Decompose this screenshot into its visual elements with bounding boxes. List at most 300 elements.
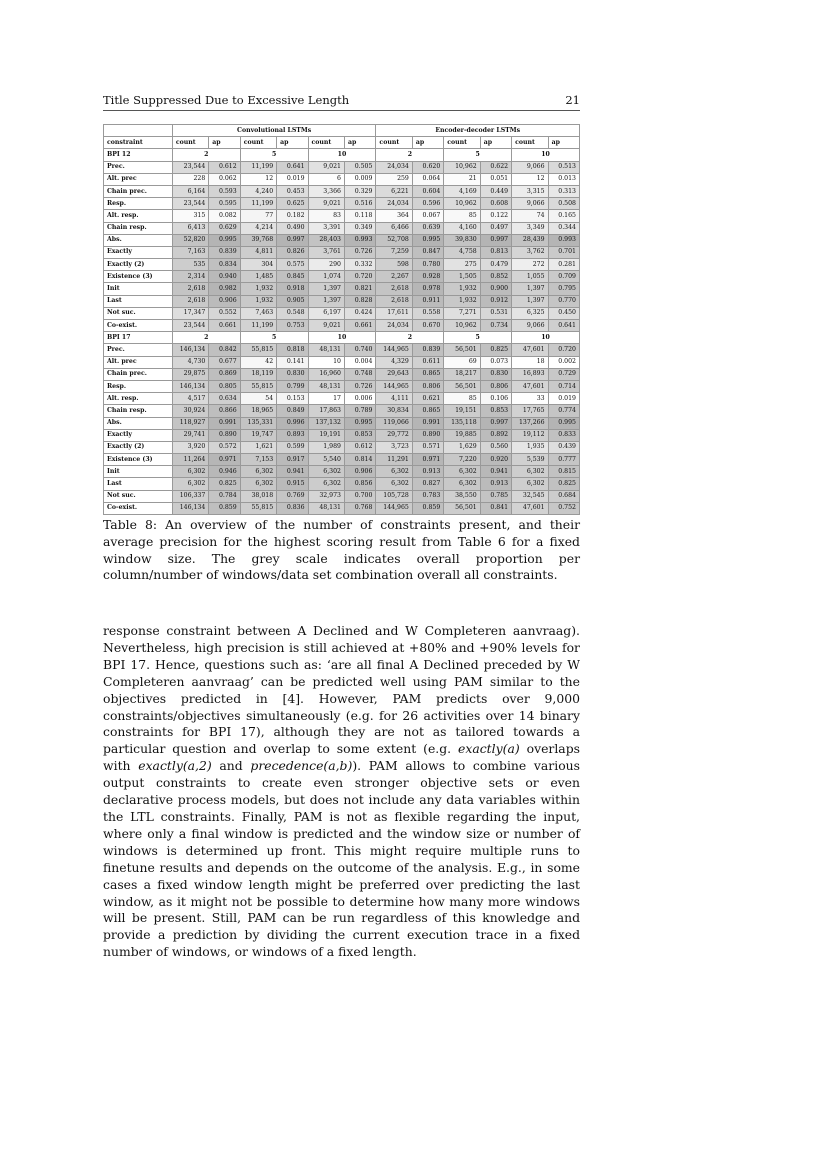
column-header-count: count	[376, 137, 412, 149]
count-cell: 6,302	[512, 466, 548, 478]
constraint-label: Chain prec.	[104, 368, 173, 380]
count-cell: 2,314	[172, 271, 208, 283]
ap-cell: 0.531	[480, 307, 511, 319]
ap-cell: 0.479	[480, 259, 511, 271]
ap-cell: 0.785	[480, 490, 511, 502]
table-row	[104, 368, 580, 380]
column-header-count: count	[512, 137, 548, 149]
ap-cell: 0.836	[277, 502, 308, 514]
ap-cell: 0.906	[344, 466, 375, 478]
count-cell: 56,501	[444, 380, 480, 392]
group-header-conv: Convolutional LSTMs	[172, 125, 376, 137]
count-cell: 24,034	[376, 161, 412, 173]
ap-cell: 0.734	[480, 320, 511, 332]
ap-cell: 0.839	[209, 246, 240, 258]
column-header-constraint: constraint	[104, 137, 173, 149]
ap-cell: 0.814	[344, 454, 375, 466]
count-cell: 105,728	[376, 490, 412, 502]
count-cell: 6,302	[512, 478, 548, 490]
count-cell: 4,160	[444, 222, 480, 234]
ap-cell: 0.641	[548, 320, 579, 332]
window-size-cell: 5	[444, 149, 512, 161]
constraint-label: Alt. resp.	[104, 393, 173, 405]
ap-cell: 0.813	[480, 246, 511, 258]
count-cell: 47,601	[512, 380, 548, 392]
ap-cell: 0.449	[480, 185, 511, 197]
ap-cell: 0.825	[209, 478, 240, 490]
section-name: BPI 12	[104, 149, 173, 161]
table-row	[104, 380, 580, 392]
ap-cell: 0.856	[344, 478, 375, 490]
ap-cell: 0.784	[209, 490, 240, 502]
table-row	[104, 161, 580, 173]
count-cell: 6,302	[240, 478, 276, 490]
count-cell: 1,932	[240, 283, 276, 295]
ap-cell: 0.852	[480, 271, 511, 283]
count-cell: 144,965	[376, 380, 412, 392]
count-cell: 52,708	[376, 234, 412, 246]
count-cell: 304	[240, 259, 276, 271]
table-row	[104, 259, 580, 271]
ap-cell: 0.917	[277, 454, 308, 466]
count-cell: 32,973	[308, 490, 344, 502]
count-cell: 4,730	[172, 356, 208, 368]
count-cell: 11,199	[240, 161, 276, 173]
count-cell: 16,960	[308, 368, 344, 380]
ap-cell: 0.918	[277, 283, 308, 295]
count-cell: 1,935	[512, 441, 548, 453]
table-row	[104, 490, 580, 502]
column-header-row	[104, 137, 580, 149]
constraint-label: Last	[104, 478, 173, 490]
ap-cell: 0.946	[209, 466, 240, 478]
count-cell: 12	[512, 173, 548, 185]
ap-cell: 0.596	[412, 198, 443, 210]
ap-cell: 0.720	[548, 344, 579, 356]
ap-cell: 0.853	[480, 405, 511, 417]
count-cell: 39,830	[444, 234, 480, 246]
count-cell: 17,611	[376, 307, 412, 319]
count-cell: 10,962	[444, 198, 480, 210]
count-cell: 3,762	[512, 246, 548, 258]
column-header-count: count	[444, 137, 480, 149]
table-row	[104, 307, 580, 319]
ap-cell: 0.661	[209, 320, 240, 332]
ap-cell: 0.004	[344, 356, 375, 368]
ap-cell: 0.661	[344, 320, 375, 332]
ap-cell: 0.912	[480, 295, 511, 307]
ap-cell: 0.913	[480, 478, 511, 490]
ap-cell: 0.726	[344, 246, 375, 258]
count-cell: 9,021	[308, 161, 344, 173]
count-cell: 119,066	[376, 417, 412, 429]
count-cell: 11,291	[376, 454, 412, 466]
count-cell: 1,932	[444, 295, 480, 307]
column-header-count: count	[240, 137, 276, 149]
ap-cell: 0.847	[412, 246, 443, 258]
table-row	[104, 246, 580, 258]
count-cell: 85	[444, 210, 480, 222]
ap-cell: 0.122	[480, 210, 511, 222]
constraint-label: Last	[104, 295, 173, 307]
ap-cell: 0.941	[480, 466, 511, 478]
ap-cell: 0.082	[209, 210, 240, 222]
ap-cell: 0.439	[548, 441, 579, 453]
ap-cell: 0.890	[412, 429, 443, 441]
ap-cell: 0.752	[548, 502, 579, 514]
ap-cell: 0.608	[480, 198, 511, 210]
ap-cell: 0.344	[548, 222, 579, 234]
ap-cell: 0.806	[412, 380, 443, 392]
count-cell: 135,331	[240, 417, 276, 429]
ap-cell: 0.051	[480, 173, 511, 185]
table-row	[104, 356, 580, 368]
constraint-label: Alt. resp.	[104, 210, 173, 222]
ap-cell: 0.795	[548, 283, 579, 295]
count-cell: 29,741	[172, 429, 208, 441]
ap-cell: 0.313	[548, 185, 579, 197]
constraint-label: Alt. prec	[104, 173, 173, 185]
ap-cell: 0.620	[412, 161, 443, 173]
ap-cell: 0.997	[480, 234, 511, 246]
count-cell: 56,501	[444, 344, 480, 356]
section-header-row	[104, 149, 580, 161]
math-exactly-a: exactly(a)	[458, 741, 520, 757]
count-cell: 290	[308, 259, 344, 271]
table-row	[104, 173, 580, 185]
ap-cell: 0.911	[412, 295, 443, 307]
constraint-label: Chain prec.	[104, 185, 173, 197]
count-cell: 1,074	[308, 271, 344, 283]
count-cell: 144,965	[376, 344, 412, 356]
count-cell: 6,302	[240, 466, 276, 478]
constraint-label: Not suc.	[104, 490, 173, 502]
count-cell: 42	[240, 356, 276, 368]
constraint-label: Co-exist.	[104, 320, 173, 332]
count-cell: 24,034	[376, 320, 412, 332]
math-exactly-a-2: exactly(a,2)	[138, 758, 212, 774]
ap-cell: 0.701	[548, 246, 579, 258]
window-size-cell: 10	[512, 332, 580, 344]
constraint-label: Existence (3)	[104, 454, 173, 466]
count-cell: 1,621	[240, 441, 276, 453]
count-cell: 38,018	[240, 490, 276, 502]
ap-cell: 0.153	[277, 393, 308, 405]
ap-cell: 0.825	[548, 478, 579, 490]
ap-cell: 0.993	[344, 234, 375, 246]
table-row	[104, 454, 580, 466]
ap-cell: 0.064	[412, 173, 443, 185]
ap-cell: 0.995	[209, 234, 240, 246]
count-cell: 9,066	[512, 161, 548, 173]
count-cell: 7,153	[240, 454, 276, 466]
ap-cell: 0.548	[277, 307, 308, 319]
ap-cell: 0.995	[548, 417, 579, 429]
window-size-cell: 10	[308, 332, 376, 344]
window-size-cell: 5	[444, 332, 512, 344]
count-cell: 38,550	[444, 490, 480, 502]
ap-cell: 0.748	[344, 368, 375, 380]
count-cell: 56,501	[444, 502, 480, 514]
window-size-cell: 2	[172, 149, 240, 161]
table-row	[104, 198, 580, 210]
count-cell: 2,618	[376, 283, 412, 295]
count-cell: 146,134	[172, 502, 208, 514]
window-size-cell: 5	[240, 332, 308, 344]
count-cell: 3,349	[512, 222, 548, 234]
ap-cell: 0.141	[277, 356, 308, 368]
count-cell: 9,021	[308, 320, 344, 332]
running-title: Title Suppressed Due to Excessive Length	[103, 93, 350, 107]
count-cell: 118,927	[172, 417, 208, 429]
ap-cell: 0.629	[209, 222, 240, 234]
count-cell: 6,302	[172, 466, 208, 478]
window-size-cell: 10	[308, 149, 376, 161]
table-row	[104, 417, 580, 429]
window-size-cell: 2	[376, 149, 444, 161]
constraint-label: Exactly (2)	[104, 259, 173, 271]
count-cell: 1,989	[308, 441, 344, 453]
window-size-cell: 2	[172, 332, 240, 344]
count-cell: 7,271	[444, 307, 480, 319]
ap-cell: 0.805	[209, 380, 240, 392]
count-cell: 19,151	[444, 405, 480, 417]
ap-cell: 0.182	[277, 210, 308, 222]
count-cell: 3,315	[512, 185, 548, 197]
count-cell: 55,815	[240, 344, 276, 356]
count-cell: 55,815	[240, 502, 276, 514]
count-cell: 4,758	[444, 246, 480, 258]
count-cell: 1,505	[444, 271, 480, 283]
ap-cell: 0.825	[480, 344, 511, 356]
count-cell: 1,397	[512, 295, 548, 307]
count-cell: 272	[512, 259, 548, 271]
count-cell: 4,517	[172, 393, 208, 405]
section-name: BPI 17	[104, 332, 173, 344]
count-cell: 1,397	[512, 283, 548, 295]
ap-cell: 0.774	[548, 405, 579, 417]
ap-cell: 0.490	[277, 222, 308, 234]
ap-cell: 0.997	[277, 234, 308, 246]
count-cell: 19,191	[308, 429, 344, 441]
ap-cell: 0.799	[277, 380, 308, 392]
count-cell: 1,485	[240, 271, 276, 283]
ap-cell: 0.599	[277, 441, 308, 453]
count-cell: 52,820	[172, 234, 208, 246]
ap-cell: 0.714	[548, 380, 579, 392]
count-cell: 6,302	[308, 466, 344, 478]
ap-cell: 0.842	[209, 344, 240, 356]
constraint-label: Not suc.	[104, 307, 173, 319]
ap-cell: 0.575	[277, 259, 308, 271]
count-cell: 69	[444, 356, 480, 368]
column-header-ap: ap	[548, 137, 579, 149]
ap-cell: 0.349	[344, 222, 375, 234]
ap-cell: 0.677	[209, 356, 240, 368]
constraint-label: Resp.	[104, 198, 173, 210]
ap-cell: 0.906	[209, 295, 240, 307]
count-cell: 4,329	[376, 356, 412, 368]
table-row	[104, 478, 580, 490]
count-cell: 535	[172, 259, 208, 271]
count-cell: 6,325	[512, 307, 548, 319]
ap-cell: 0.622	[480, 161, 511, 173]
table-row	[104, 429, 580, 441]
count-cell: 3,920	[172, 441, 208, 453]
count-cell: 7,163	[172, 246, 208, 258]
body-paragraph	[103, 623, 580, 961]
count-cell: 3,366	[308, 185, 344, 197]
constraints-table	[103, 124, 580, 515]
count-cell: 7,259	[376, 246, 412, 258]
ap-cell: 0.067	[412, 210, 443, 222]
ap-cell: 0.913	[412, 466, 443, 478]
count-cell: 10	[308, 356, 344, 368]
count-cell: 17,863	[308, 405, 344, 417]
count-cell: 144,965	[376, 502, 412, 514]
count-cell: 5,539	[512, 454, 548, 466]
count-cell: 2,618	[172, 295, 208, 307]
count-cell: 6,302	[376, 478, 412, 490]
ap-cell: 0.859	[412, 502, 443, 514]
ap-cell: 0.859	[209, 502, 240, 514]
table-row	[104, 441, 580, 453]
count-cell: 11,264	[172, 454, 208, 466]
ap-cell: 0.841	[480, 502, 511, 514]
count-cell: 6,466	[376, 222, 412, 234]
count-cell: 6,221	[376, 185, 412, 197]
count-cell: 18,965	[240, 405, 276, 417]
ap-cell: 0.853	[344, 429, 375, 441]
count-cell: 146,134	[172, 344, 208, 356]
constraint-label: Alt. prec	[104, 356, 173, 368]
ap-cell: 0.165	[548, 210, 579, 222]
count-cell: 1,397	[308, 295, 344, 307]
ap-cell: 0.806	[480, 380, 511, 392]
constraint-label: Chain resp.	[104, 405, 173, 417]
constraint-label: Co-exist.	[104, 502, 173, 514]
ap-cell: 0.834	[209, 259, 240, 271]
count-cell: 1,397	[308, 283, 344, 295]
ap-cell: 0.118	[344, 210, 375, 222]
count-cell: 7,220	[444, 454, 480, 466]
ap-cell: 0.833	[548, 429, 579, 441]
window-size-cell: 10	[512, 149, 580, 161]
count-cell: 12	[240, 173, 276, 185]
count-cell: 2,618	[376, 295, 412, 307]
count-cell: 29,643	[376, 368, 412, 380]
ap-cell: 0.818	[277, 344, 308, 356]
ap-cell: 0.777	[548, 454, 579, 466]
ap-cell: 0.866	[209, 405, 240, 417]
table-row	[104, 344, 580, 356]
ap-cell: 0.641	[277, 161, 308, 173]
count-cell: 19,885	[444, 429, 480, 441]
count-cell: 9,021	[308, 198, 344, 210]
ap-cell: 0.560	[480, 441, 511, 453]
ap-cell: 0.845	[277, 271, 308, 283]
ap-cell: 0.821	[344, 283, 375, 295]
ap-cell: 0.611	[412, 356, 443, 368]
page-number: 21	[565, 93, 580, 107]
ap-cell: 0.572	[209, 441, 240, 453]
count-cell: 6,413	[172, 222, 208, 234]
count-cell: 1,055	[512, 271, 548, 283]
ap-cell: 0.830	[480, 368, 511, 380]
count-cell: 6	[308, 173, 344, 185]
count-cell: 6,302	[172, 478, 208, 490]
count-cell: 2,267	[376, 271, 412, 283]
ap-cell: 0.634	[209, 393, 240, 405]
count-cell: 137,266	[512, 417, 548, 429]
ap-cell: 0.639	[412, 222, 443, 234]
ap-cell: 0.928	[412, 271, 443, 283]
constraint-label: Existence (3)	[104, 271, 173, 283]
table-row	[104, 393, 580, 405]
table-row	[104, 234, 580, 246]
constraint-label: Prec.	[104, 161, 173, 173]
constraint-label: Abs.	[104, 234, 173, 246]
column-header-ap: ap	[277, 137, 308, 149]
ap-cell: 0.709	[548, 271, 579, 283]
count-cell: 47,601	[512, 344, 548, 356]
corner-cell	[104, 125, 173, 137]
ap-cell: 0.062	[209, 173, 240, 185]
ap-cell: 0.729	[548, 368, 579, 380]
ap-cell: 0.009	[344, 173, 375, 185]
count-cell: 6,302	[308, 478, 344, 490]
table-row	[104, 405, 580, 417]
table-row	[104, 295, 580, 307]
constraint-label: Abs.	[104, 417, 173, 429]
ap-cell: 0.828	[344, 295, 375, 307]
ap-cell: 0.997	[480, 417, 511, 429]
ap-cell: 0.720	[344, 271, 375, 283]
count-cell: 275	[444, 259, 480, 271]
ap-cell: 0.106	[480, 393, 511, 405]
ap-cell: 0.593	[209, 185, 240, 197]
ap-cell: 0.893	[277, 429, 308, 441]
table-row	[104, 502, 580, 514]
ap-cell: 0.726	[344, 380, 375, 392]
ap-cell: 0.995	[412, 234, 443, 246]
ap-cell: 0.982	[209, 283, 240, 295]
window-size-cell: 2	[376, 332, 444, 344]
count-cell: 48,131	[308, 380, 344, 392]
ap-cell: 0.281	[548, 259, 579, 271]
body-text-part-1: response constraint between A Declined and W Completeren aanvraag). Nevertheless, high precision is still achieved at +80% and +90% levels for BPI 17. Hence, questions such as: ‘are all final A Declined preceded by W Completeren aanvraag’ can be predicted well using PAM similar to the objectives predicted in [4]. However, PAM predicts over 9,000 constraints/objectives simultaneously (e.g. for 26 activities over 14 binary constraints for BPI 17), although they are not as tailored towards a particular question and overlap to some extent (e.g.	[103, 623, 580, 757]
ap-cell: 0.996	[277, 417, 308, 429]
ap-cell: 0.019	[277, 173, 308, 185]
ap-cell: 0.780	[412, 259, 443, 271]
ap-cell: 0.329	[344, 185, 375, 197]
count-cell: 3,761	[308, 246, 344, 258]
ap-cell: 0.789	[344, 405, 375, 417]
ap-cell: 0.073	[480, 356, 511, 368]
ap-cell: 0.991	[209, 417, 240, 429]
ap-cell: 0.971	[412, 454, 443, 466]
math-precedence-a-b: precedence(a,b)	[250, 758, 353, 774]
count-cell: 17,347	[172, 307, 208, 319]
constraint-label: Exactly	[104, 246, 173, 258]
count-cell: 146,134	[172, 380, 208, 392]
ap-cell: 0.497	[480, 222, 511, 234]
ap-cell: 0.993	[548, 234, 579, 246]
column-header-ap: ap	[344, 137, 375, 149]
ap-cell: 0.769	[277, 490, 308, 502]
count-cell: 18,119	[240, 368, 276, 380]
count-cell: 4,811	[240, 246, 276, 258]
